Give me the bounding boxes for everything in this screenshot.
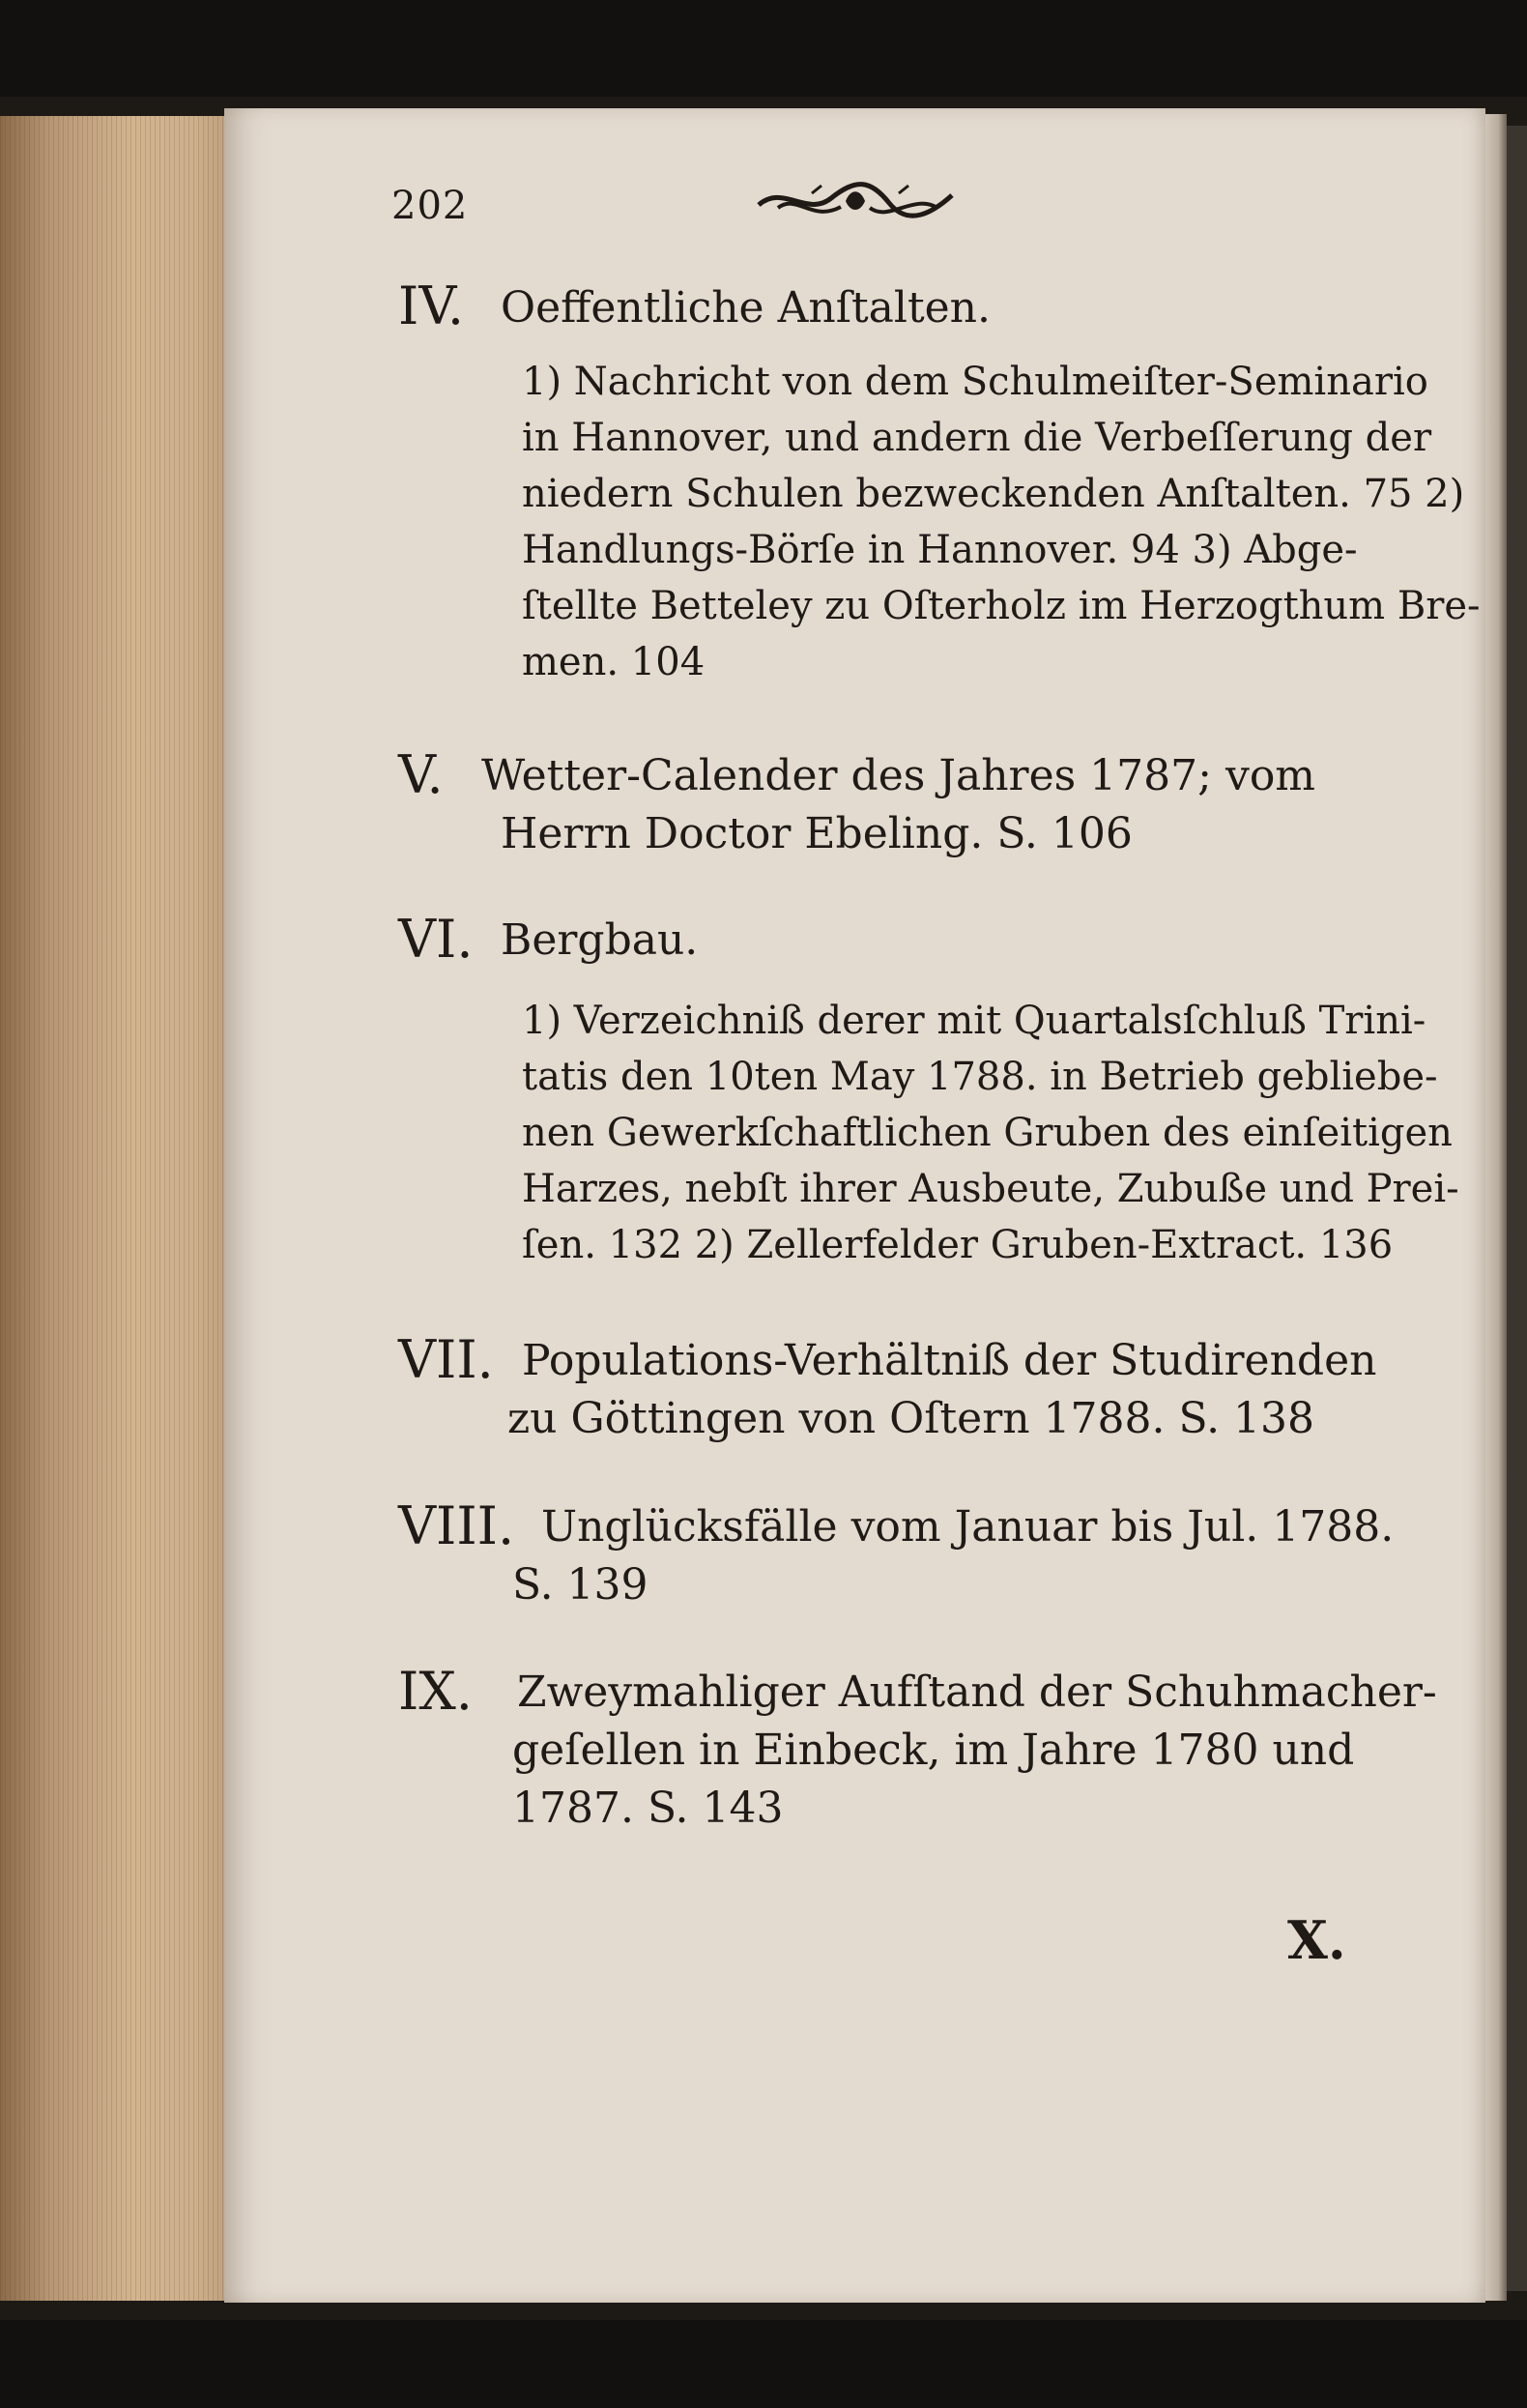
- section-vi-numeral: VI.: [398, 909, 474, 970]
- section-viii-title-line-2: S. 139: [512, 1560, 648, 1610]
- section-vii-numeral: VII.: [398, 1329, 494, 1390]
- section-iv-item-line-5: ſtellte Betteley zu Oſterholz im Herzogthum Bre-: [522, 584, 1481, 628]
- section-iv-item-line-1: 1) Nachricht von dem Schulmeiſter-Seminario: [522, 360, 1428, 404]
- section-vi-item-line-5: ſen. 132 2) Zellerfelder Gruben-Extract. 136: [522, 1223, 1394, 1267]
- section-iv-item-line-2: in Hannover, und andern die Verbeſſerung der: [522, 416, 1432, 460]
- section-v-title-line-2: Herrn Doctor Ebeling. S. 106: [501, 809, 1133, 858]
- page-number: 202: [391, 184, 469, 228]
- section-ix-title-line-3: 1787. S. 143: [512, 1784, 784, 1833]
- ornament-icon: [754, 174, 957, 232]
- section-iv-item-line-6: men. 104: [522, 640, 706, 684]
- section-v-title-line-1: Wetter-Calender des Jahres 1787; vom: [481, 751, 1316, 800]
- section-iv-item-line-3: niedern Schulen bezweckenden Anſtalten. 75 2): [522, 472, 1465, 516]
- section-iv-numeral: IV.: [398, 276, 465, 336]
- section-vi-item-line-4: Harzes, nebſt ihrer Ausbeute, Zubuße und Prei-: [522, 1167, 1459, 1211]
- section-iv-title: Oeffentliche Anſtalten.: [501, 283, 992, 333]
- section-ix-title-line-1: Zweymahliger Aufſtand der Schuhmacher-: [517, 1668, 1437, 1717]
- section-ix-numeral: IX.: [398, 1661, 473, 1722]
- section-ix-title-line-2: geſellen in Einbeck, im Jahre 1780 und: [512, 1726, 1355, 1775]
- catchword: X.: [1287, 1909, 1346, 1971]
- page-edge-right: [1485, 114, 1507, 2301]
- section-vi-item-line-1: 1) Verzeichniß derer mit Quartalsſchluß Trini-: [522, 999, 1426, 1043]
- page-edges-left: [0, 116, 242, 2301]
- cover-edge-right: [1507, 126, 1527, 2291]
- section-viii-title-line-1: Unglücksfälle vom Januar bis Jul. 1788.: [541, 1502, 1395, 1552]
- section-vi-item-line-2: tatis den 10ten May 1788. in Betrieb gebliebe-: [522, 1055, 1438, 1099]
- section-vi-title: Bergbau.: [501, 915, 699, 965]
- section-vi-item-line-3: nen Gewerkſchaftlichen Gruben des einſeitigen: [522, 1111, 1453, 1155]
- section-vii-title-line-1: Populations-Verhältniß der Studirenden: [522, 1336, 1377, 1385]
- section-vii-title-line-2: zu Göttingen von Oſtern 1788. S. 138: [507, 1394, 1315, 1443]
- section-viii-numeral: VIII.: [398, 1495, 515, 1556]
- section-iv-item-line-4: Handlungs-Börſe in Hannover. 94 3) Abge-: [522, 528, 1358, 572]
- section-v-numeral: V.: [398, 744, 444, 805]
